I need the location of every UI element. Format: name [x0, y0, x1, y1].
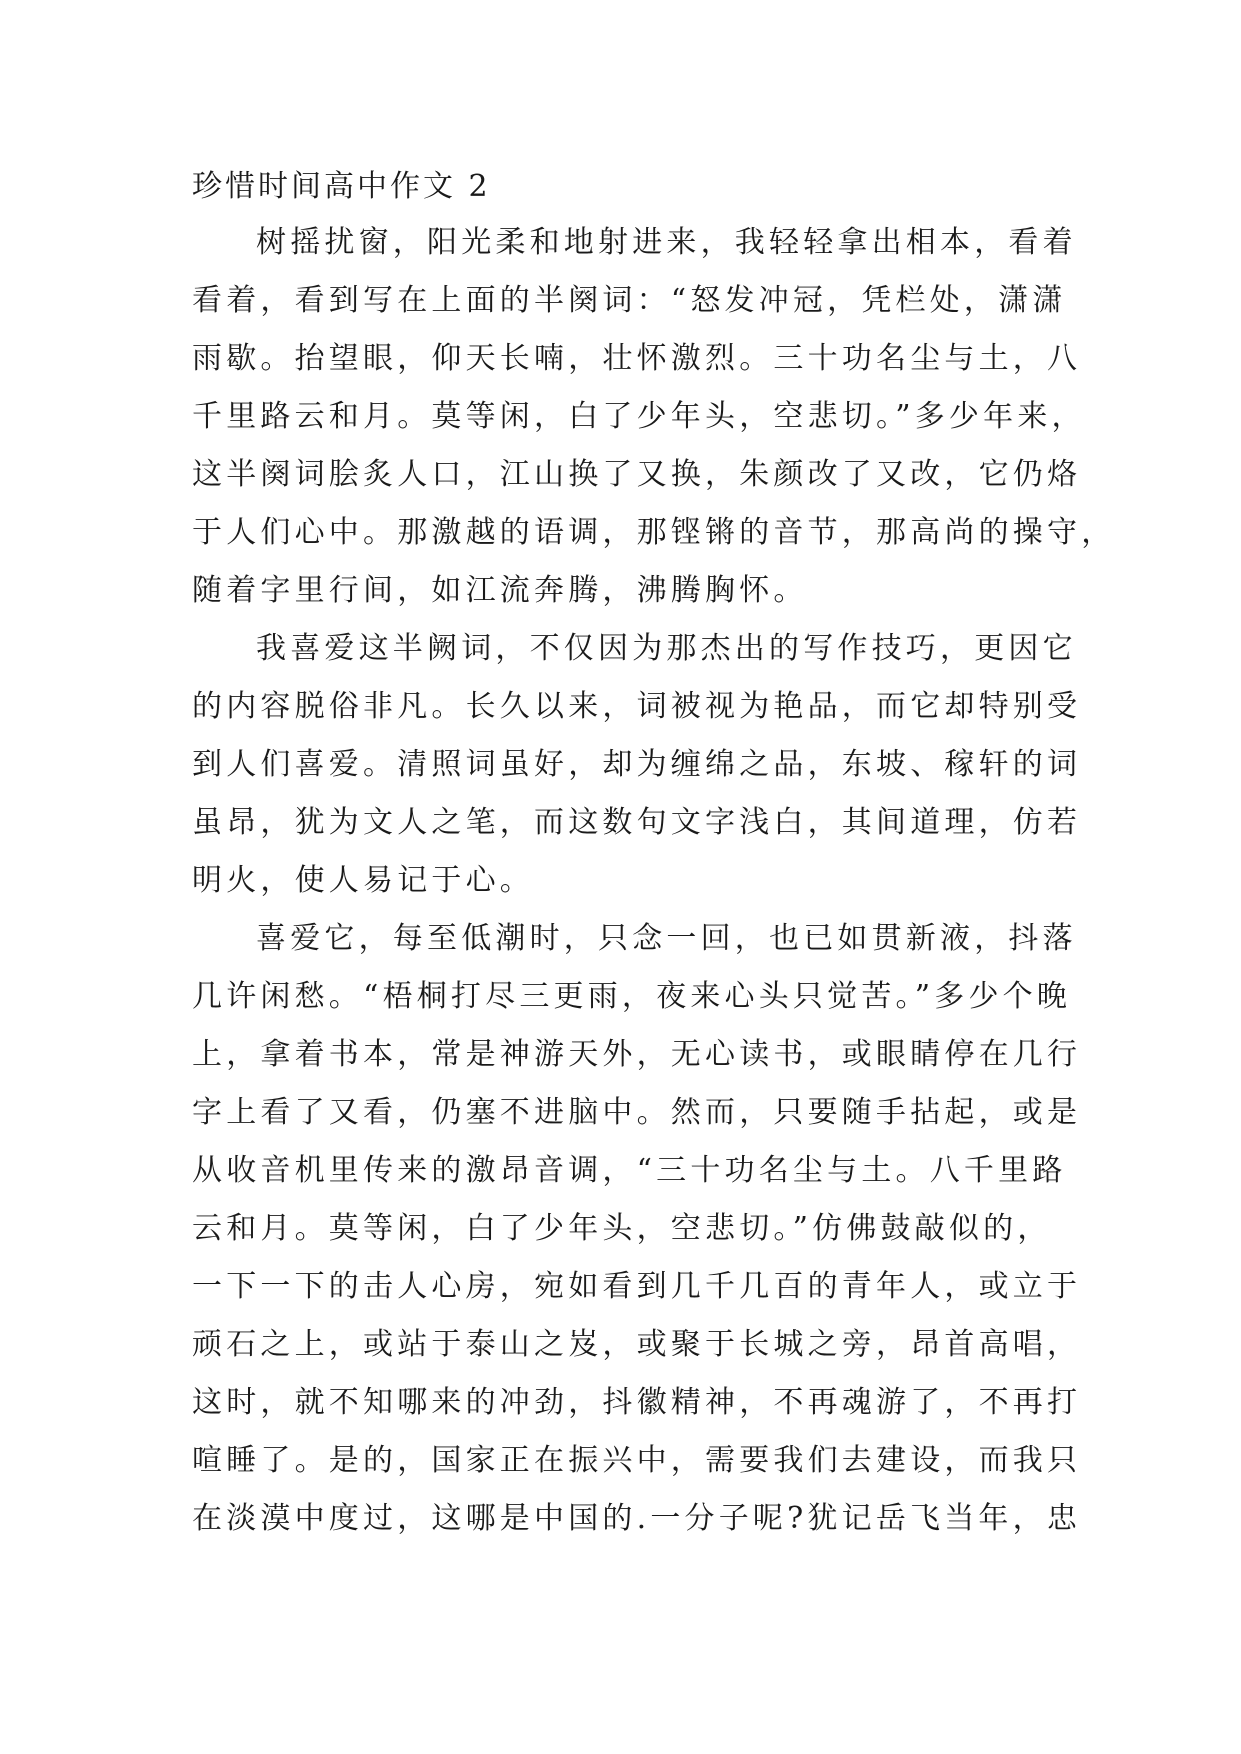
- document-title: 珍惜时间高中作文 2: [192, 169, 491, 204]
- text-line: 雨歇。抬望眼，仰天长喃，壮怀激烈。三十功名尘与土，八: [192, 341, 1082, 376]
- text-line: 喜爱它，每至低潮时，只念一回，也已如贯新液，抖落: [256, 921, 1077, 956]
- text-line: 的内容脱俗非凡。长久以来，词被视为艳品，而它却特别受: [192, 689, 1082, 724]
- text-line: 字上看了又看，仍塞不进脑中。然而，只要随手拈起，或是: [192, 1095, 1082, 1130]
- text-line: 从收音机里传来的激昂音调，“三十功名尘与土。八千里路: [192, 1153, 1067, 1188]
- text-line: 上，拿着书本，常是神游天外，无心读书，或眼睛停在几行: [192, 1037, 1082, 1072]
- text-line: 千里路云和月。莫等闲，白了少年头，空悲切。”多少年来，: [192, 399, 1086, 434]
- text-line: 几许闲愁。“梧桐打尽三更雨，夜来心头只觉苦。”多少个晚: [192, 979, 1072, 1014]
- text-line: 云和月。莫等闲，白了少年头，空悲切。”仿佛鼓敲似的，: [192, 1211, 1052, 1246]
- text-line: 顽石之上，或站于泰山之岌，或聚于长城之旁，昂首高唱，: [192, 1327, 1082, 1362]
- text-line: 到人们喜爱。清照词虽好，却为缠绵之品，东坡、稼轩的词: [192, 747, 1082, 782]
- text-line: 在淡漠中度过，这哪是中国的.一分子呢?犹记岳飞当年，忠: [192, 1501, 1082, 1536]
- text-line: 喧睡了。是的，国家正在振兴中，需要我们去建设，而我只: [192, 1443, 1082, 1478]
- text-line: 这时，就不知哪来的冲劲，抖徽精神，不再魂游了，不再打: [192, 1385, 1082, 1420]
- text-line: 我喜爱这半阙词，不仅因为那杰出的写作技巧，更因它: [256, 631, 1077, 666]
- text-line: 明火，使人易记于心。: [192, 863, 534, 898]
- text-line: 一下一下的击人心房，宛如看到几千几百的青年人，或立于: [192, 1269, 1082, 1304]
- text-line: 随着字里行间，如江流奔腾，沸腾胸怀。: [192, 573, 808, 608]
- text-line: 树摇扰窗，阳光柔和地射进来，我轻轻拿出相本，看着: [256, 225, 1077, 260]
- text-line: 这半阕词脍炙人口，江山换了又换，朱颜改了又改，它仍烙: [192, 457, 1082, 492]
- text-line: 看着，看到写在上面的半阕词：“怒发冲冠，凭栏处，潇潇: [192, 283, 1067, 318]
- text-line: 于人们心中。那激越的语调，那铿锵的音节，那高尚的操守，: [192, 515, 1116, 550]
- text-line: 虽昂，犹为文人之笔，而这数句文字浅白，其间道理，仿若: [192, 805, 1082, 840]
